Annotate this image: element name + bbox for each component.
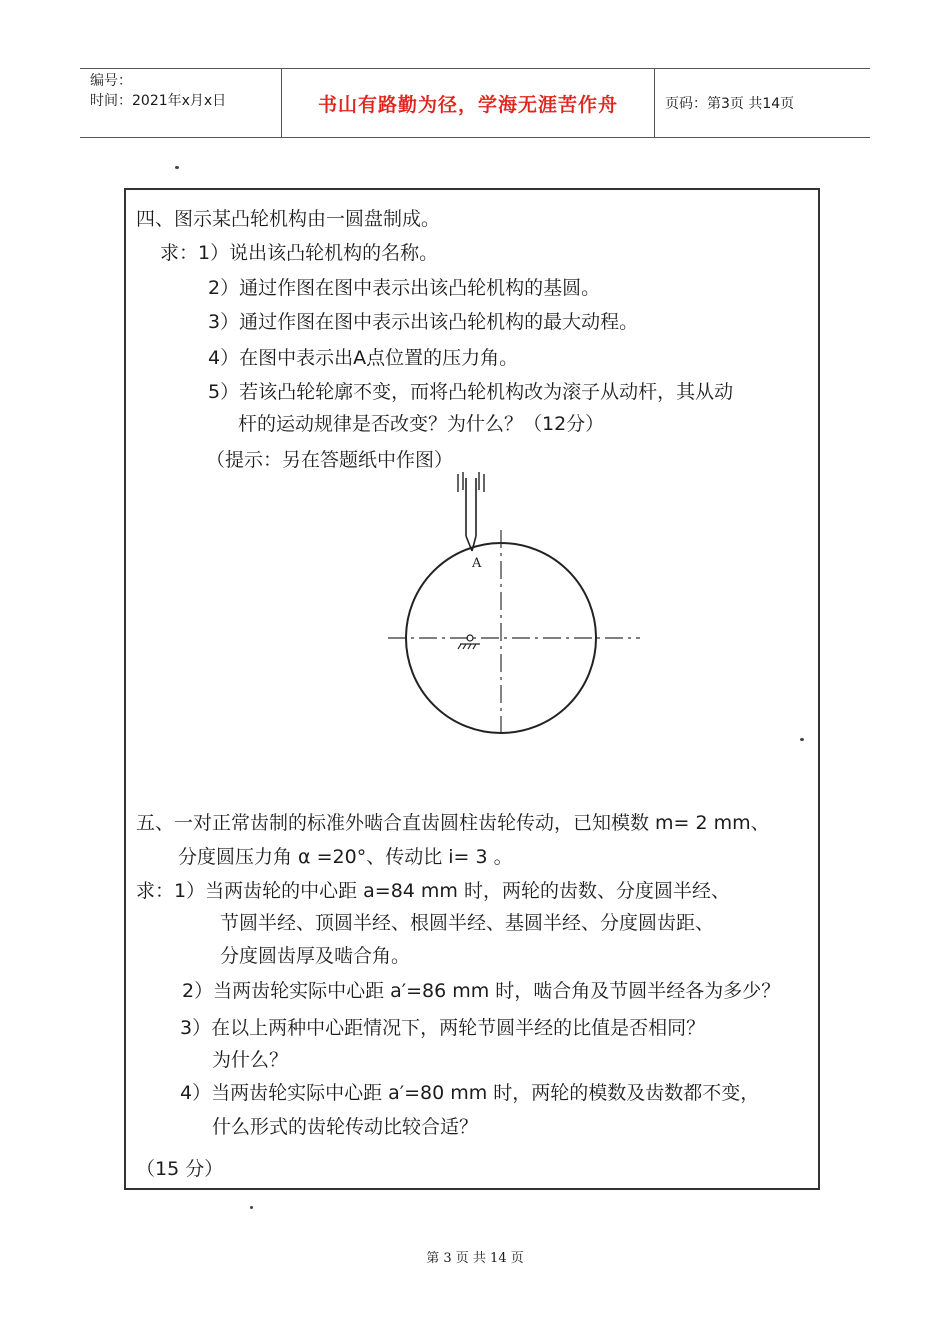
q5-line-1: 五、一对正常齿制的标准外啮合直齿圆柱齿轮传动，已知模数 m= 2 mm、 <box>136 812 770 834</box>
q5-requirement-4-cont: 什么形式的齿轮传动比较合适？ <box>212 1116 479 1138</box>
page-header <box>80 68 870 138</box>
q4-requirement-3: 3）通过作图在图中表示出该凸轮机构的最大动程。 <box>208 311 639 333</box>
header-page-cell <box>655 69 870 137</box>
scan-speck <box>175 166 179 169</box>
knife-edge-follower <box>466 478 476 551</box>
q5-requirement-1: 求：1）当两齿轮的中心距 a=84 mm 时，两轮的齿数、分度圆半经、 <box>136 880 730 902</box>
q4-title: 四、图示某凸轮机构由一圆盘制成。 <box>136 208 441 230</box>
header-motto: 书山有路勤为径，学海无涯苦作舟 <box>317 93 618 116</box>
q5-requirement-1-cont: 节圆半经、顶圆半经、根圆半经、基圆半经、分度圆齿距、 <box>220 912 715 934</box>
q4-requirement-1: 求：1）说出该凸轮机构的名称。 <box>160 242 439 264</box>
document-number-label: 编号： <box>90 73 132 89</box>
document-date: 时间：2021年x月x日 <box>90 93 227 109</box>
scan-speck <box>800 738 804 741</box>
scan-speck <box>250 1206 253 1209</box>
q4-requirement-5-cont: 杆的运动规律是否改变？为什么？（12分） <box>238 413 605 435</box>
q5-requirement-3: 3）在以上两种中心距情况下，两轮节圆半经的比值是否相同？ <box>180 1017 706 1039</box>
q5-line-2: 分度圆压力角 α =20°、传动比 i= 3 。 <box>178 846 513 868</box>
q5-score: （15 分） <box>136 1158 224 1180</box>
header-motto-cell <box>281 69 655 137</box>
header-meta <box>80 69 280 137</box>
q5-requirement-4: 4）当两齿轮实际中心距 a′=80 mm 时，两轮的模数及齿数都不变， <box>180 1082 760 1104</box>
cam-mechanism-diagram <box>388 468 648 738</box>
pivot-bearing-icon <box>458 635 480 649</box>
point-a-label: A <box>472 556 482 571</box>
q4-requirement-2: 2）通过作图在图中表示出该凸轮机构的基圆。 <box>208 277 601 299</box>
q4-requirement-4: 4）在图中表示出A点位置的压力角。 <box>208 347 519 369</box>
header-page-info: 页码：第3页 共14页 <box>665 96 795 112</box>
q5-requirement-3-cont: 为什么？ <box>212 1049 289 1071</box>
q4-hint: （提示：另在答题纸中作图） <box>206 449 454 471</box>
page-footer: 第 3 页 共 14 页 <box>426 1251 524 1266</box>
q4-requirement-5: 5）若该凸轮轮廓不变，而将凸轮机构改为滚子从动杆，其从动 <box>208 381 734 403</box>
q5-requirement-1-cont2: 分度圆齿厚及啮合角。 <box>220 945 411 967</box>
q5-requirement-2: 2）当两齿轮实际中心距 a′=86 mm 时，啮合角及节圆半经各为多少？ <box>182 980 781 1002</box>
follower-guide-hatch <box>458 472 484 492</box>
